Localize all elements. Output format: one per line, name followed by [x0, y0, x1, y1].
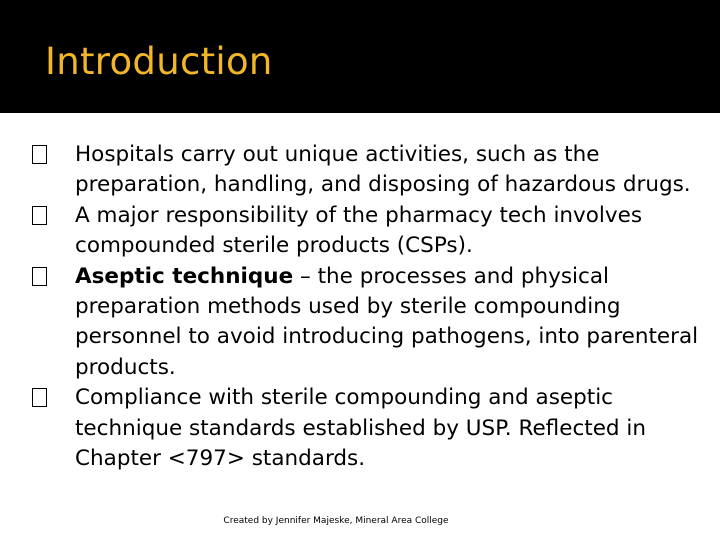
bullet-item [32, 383, 702, 474]
bullet-marker-icon [32, 388, 47, 407]
bullet-marker-icon [32, 145, 47, 164]
title-bar [0, 0, 720, 113]
slide-title: Introduction [45, 40, 273, 83]
bullet-item [32, 262, 702, 384]
bullet-text: Compliance with sterile compounding and aseptic technique standards established by USP. Reflected in Chapter <797> standards. [75, 385, 647, 472]
bullet-list [32, 140, 702, 474]
footer [0, 516, 720, 526]
footer-credit: Created by Jennifer Majeske, Mineral Area College [223, 516, 449, 526]
bullet-term: Aseptic technique [75, 263, 294, 289]
bullet-item [32, 201, 702, 262]
bullet-marker-icon [32, 267, 47, 286]
bullet-text: A major responsibility of the pharmacy tech involves compounded sterile products (CSPs). [75, 202, 643, 259]
bullet-item [32, 140, 702, 201]
bullet-marker-icon [32, 206, 47, 225]
bullet-text: Hospitals carry out unique activities, such as the preparation, handling, and disposing of hazardous drugs. [75, 142, 691, 198]
bullet-text: – the processes and physical preparation methods used by sterile compounding personnel to avoid introducing pathogens, into parenteral products. [75, 263, 699, 380]
